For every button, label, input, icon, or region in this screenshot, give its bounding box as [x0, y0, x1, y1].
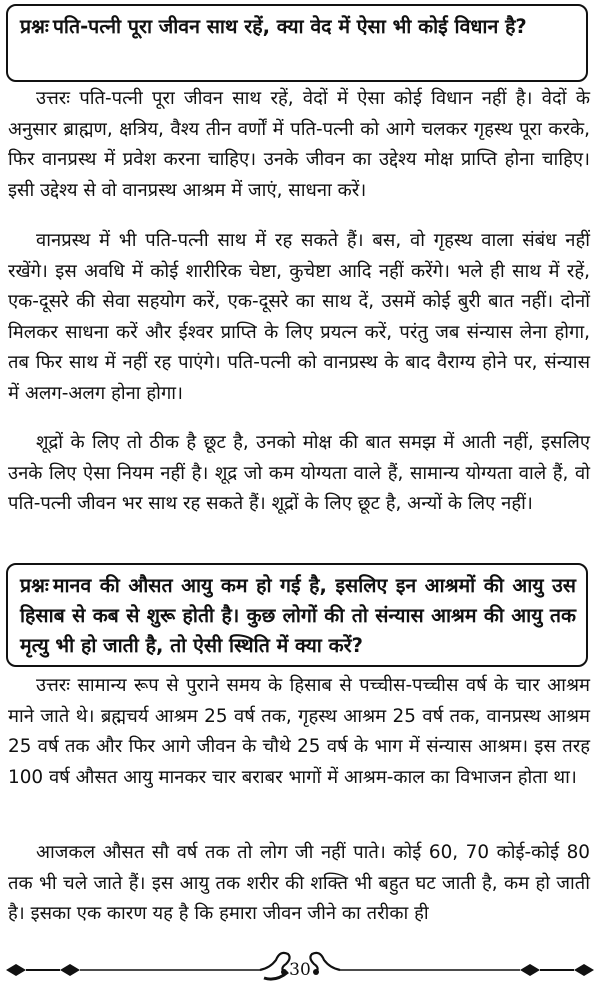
question-text: पति-पत्नी पूरा जीवन साथ रहें, क्या वेद में ऐसा भी कोई विधान है?	[52, 15, 527, 38]
question-text: मानव की औसत आयु कम हो गई है, इसलिए इन आश्रमों की आयु उस हिसाब से कब से शुरू होती है। कुछ लोगों की तो संन्यास आश्रम की आयु तक मृत्यु भी हो जाती है, तो ऐसी स्थिति में क्या करें?	[20, 574, 576, 657]
question-label: प्रश्नः	[20, 15, 49, 38]
answer-paragraph: शूद्रों के लिए तो ठीक है छूट है, उनको मोक्ष की बात समझ में आती नहीं, इसलिए उनके लिए ऐसा नियम नहीं है। शूद्र जो कम योग्यता वाले हैं, सामान्य योग्यता वाले हैं, वो पति-पत्नी जीवन भर साथ रह सकते हैं। शूद्रों के लिए छूट है, अन्यों के लिए नहीं।	[8, 432, 590, 514]
question-label: प्रश्नः	[20, 574, 49, 597]
answer-paragraph: उत्तरः सामान्य रूप से पुराने समय के हिसाब से पच्चीस-पच्चीस वर्ष के चार आश्रम माने जाते थे। ब्रह्मचर्य आश्रम 25 वर्ष तक, गृहस्थ आश्रम 25 वर्ष तक, वानप्रस्थ आश्रम 25 वर्ष तक और फिर आगे जीवन के चौथे 25 वर्ष के भाग में संन्यास आश्रम। इस तरह 100 वर्ष औसत आयु मानकर चार बराबर भागों में आश्रम-काल का विभाजन होता था।	[8, 675, 590, 788]
answer-paragraph: आजकल औसत सौ वर्ष तक तो लोग जी नहीं पाते। कोई 60, 70 कोई-कोई 80 तक भी चले जाते हैं। इस आयु तक शरीर की शक्ति भी बहुत घट जाती है, कम हो जाती है। इसका एक कारण यह है कि हमारा जीवन जीने का तरीका ही	[8, 842, 590, 924]
question-box-2	[6, 563, 588, 667]
page-number: 30	[289, 960, 311, 980]
question-box-1	[6, 4, 588, 82]
answer-paragraph: उत्तरः पति-पत्नी पूरा जीवन साथ रहें, वेदों में ऐसा कोई विधान नहीं है। वेदों के अनुसार ब्राह्मण, क्षत्रिय, वैश्य तीन वर्णों में पति-पत्नी को आगे चलकर गृहस्थ पूरा करके, फिर वानप्रस्थ में प्रवेश करना चाहिए। उनके जीवन का उद्देश्य मोक्ष प्राप्ति होना चाहिए। इसी उद्देश्य से वो वानप्रस्थ आश्रम में जाएं, साधना करें।	[8, 88, 590, 201]
answer-paragraph: वानप्रस्थ में भी पति-पत्नी साथ में रह सकते हैं। बस, वो गृहस्थ वाला संबंध नहीं रखेंगे। इस अवधि में कोई शारीरिक चेष्टा, कुचेष्टा आदि नहीं करेंगे। भले ही साथ में रहें, एक-दूसरे की सेवा सहयोग करें, एक-दूसरे का साथ दें, उसमें कोई बुरी बात नहीं। दोनों मिलकर साधना करें और ईश्वर प्राप्ति के लिए प्रयत्न करें, परंतु जब संन्यास लेना होगा, तब फिर साथ में नहीं रह पाएंगे। पति-पत्नी को वानप्रस्थ के बाद वैराग्य होने पर, संन्यास में अलग-अलग होना होगा।	[8, 230, 590, 404]
